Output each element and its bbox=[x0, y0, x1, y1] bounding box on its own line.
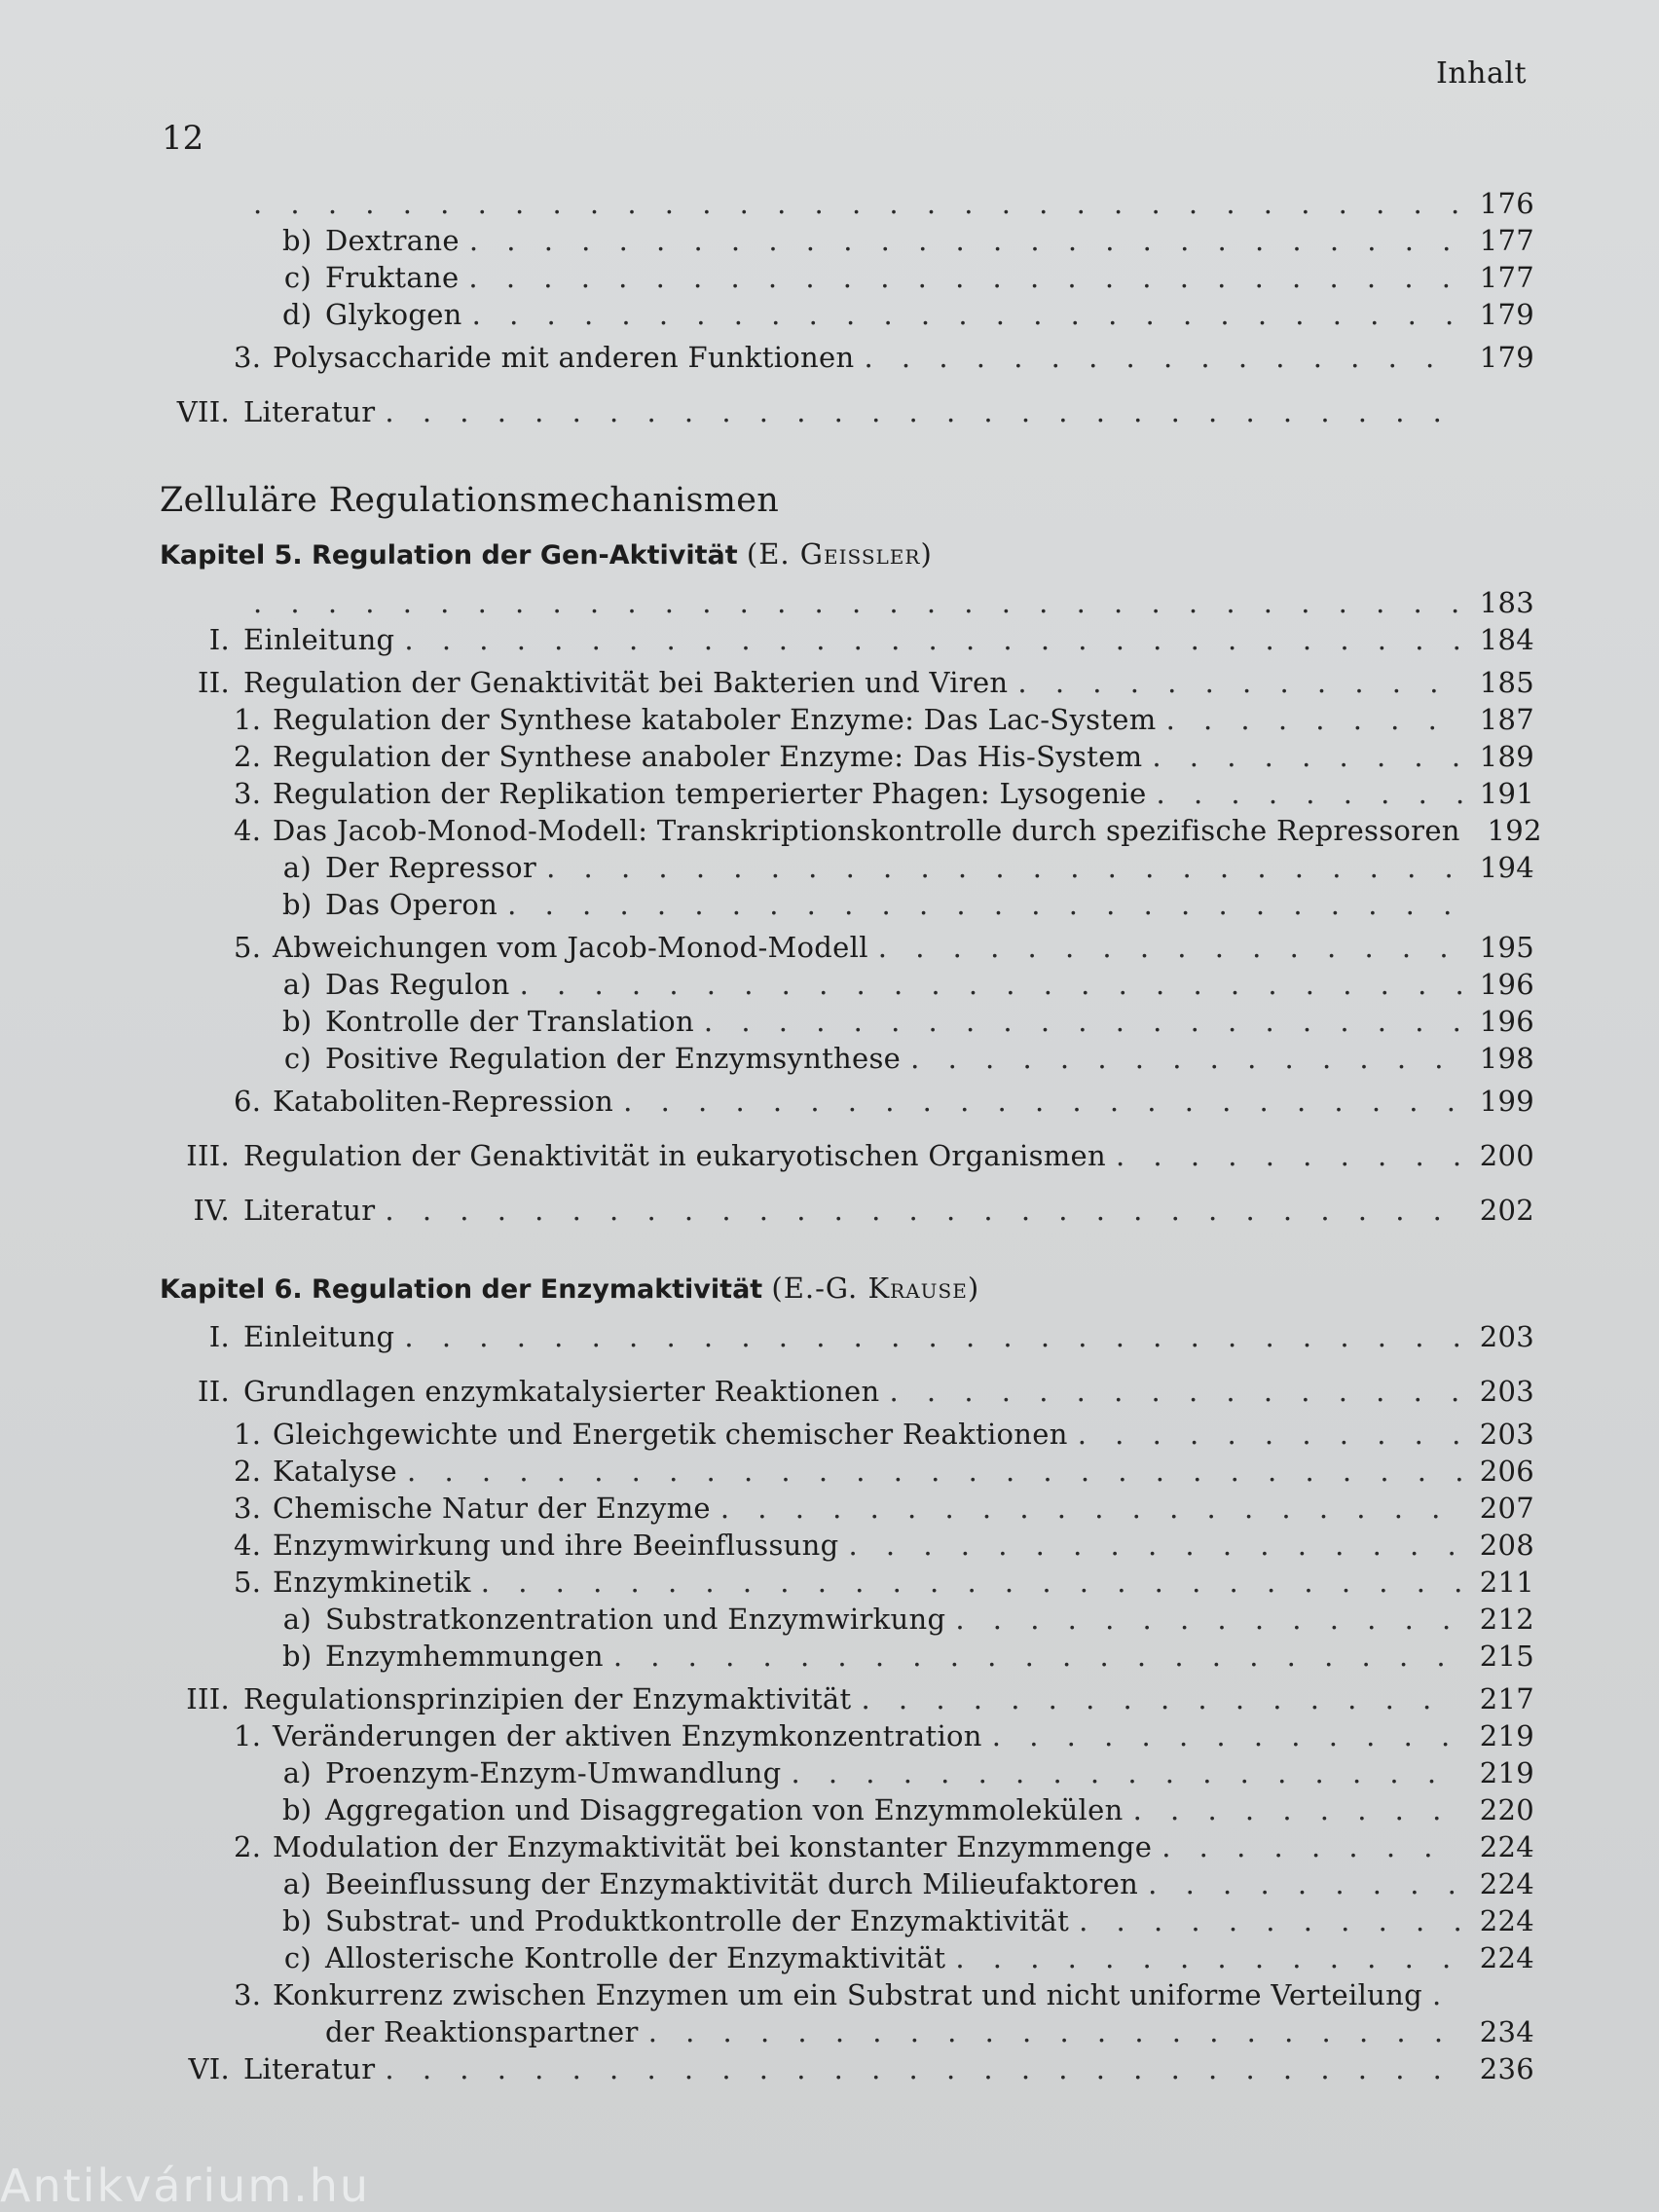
toc-entry bbox=[146, 1902, 1534, 1939]
toc-page: 196 bbox=[1479, 1005, 1534, 1038]
toc-entry bbox=[146, 1564, 1534, 1601]
toc-number: III. bbox=[186, 1682, 230, 1715]
toc-number: 3. bbox=[234, 341, 262, 374]
running-head: Inhalt bbox=[1435, 56, 1527, 91]
section-heading: Zelluläre Regulationsmechanismen bbox=[160, 481, 780, 520]
toc-entry bbox=[146, 966, 1534, 1003]
toc-title: Das Jacob-Monod-Modell: Transkriptionskontrolle durch spezifische Repressoren bbox=[273, 814, 1460, 847]
toc-number: 6. bbox=[234, 1085, 262, 1118]
chapter-author: (E.-G. Krause) bbox=[771, 1272, 980, 1305]
toc-title: Regulationsprinzipien der Enzymaktivität bbox=[243, 1682, 852, 1715]
toc-entry bbox=[146, 1754, 1534, 1791]
toc-number: c) bbox=[283, 1941, 312, 1974]
toc-title: Dextrane bbox=[325, 224, 460, 257]
toc-entry bbox=[146, 185, 1534, 222]
toc-entry bbox=[146, 222, 1534, 259]
watermark: Antikvárium.hu bbox=[0, 2159, 371, 2212]
toc-title: Das Operon bbox=[325, 888, 498, 921]
toc-number: a) bbox=[282, 1603, 312, 1636]
leader-dots bbox=[648, 2013, 1462, 2050]
toc-entry bbox=[146, 1601, 1534, 1638]
toc-number: 1. bbox=[234, 1418, 262, 1451]
leader-dots bbox=[889, 1373, 1462, 1410]
toc-title: Regulation der Genaktivität bei Bakterien und Viren bbox=[243, 666, 1009, 699]
toc-page: 196 bbox=[1479, 968, 1534, 1001]
toc-title: Einleitung bbox=[243, 623, 395, 656]
toc-number: I. bbox=[208, 1320, 230, 1353]
toc-number: VI. bbox=[188, 2052, 230, 2085]
toc-entry bbox=[146, 2050, 1534, 2087]
toc-page: 192 bbox=[1487, 814, 1542, 847]
toc-number: a) bbox=[282, 851, 312, 884]
toc-page: 177 bbox=[1479, 261, 1534, 294]
toc-number: 2. bbox=[234, 1455, 262, 1488]
leader-dots bbox=[955, 1939, 1462, 1976]
toc-entry bbox=[146, 1453, 1534, 1490]
toc-title: Regulation der Synthese kataboler Enzyme: Das Lac-System bbox=[273, 703, 1157, 736]
toc-entry bbox=[146, 1717, 1534, 1754]
toc-page: 220 bbox=[1479, 1793, 1534, 1826]
toc-page: 179 bbox=[1479, 341, 1534, 374]
toc-entry bbox=[146, 1939, 1534, 1976]
toc-number: 3. bbox=[234, 1492, 262, 1525]
leader-dots bbox=[1161, 1828, 1462, 1865]
toc-entry bbox=[146, 1083, 1534, 1120]
leader-dots bbox=[910, 1040, 1462, 1077]
toc-title: Modulation der Enzymaktivität bei konstanter Enzymmenge bbox=[273, 1830, 1153, 1863]
toc-number: b) bbox=[282, 1005, 313, 1038]
toc-page: 224 bbox=[1479, 1904, 1534, 1937]
toc-entry bbox=[146, 738, 1534, 775]
toc-title: Literatur bbox=[243, 1194, 376, 1227]
toc-title: Chemische Natur der Enzyme bbox=[273, 1492, 711, 1525]
toc-entry bbox=[146, 1373, 1534, 1410]
toc-page: 208 bbox=[1479, 1529, 1534, 1562]
leader-dots bbox=[253, 584, 1462, 621]
toc-number: a) bbox=[282, 968, 312, 1001]
leader-dots bbox=[1166, 701, 1462, 738]
toc-entry bbox=[146, 701, 1534, 738]
toc-title: Polysaccharide mit anderen Funktionen bbox=[273, 341, 855, 374]
leader-dots bbox=[1017, 664, 1462, 701]
toc-entry bbox=[146, 584, 1534, 621]
toc-page: 224 bbox=[1479, 1867, 1534, 1900]
leader-dots bbox=[955, 1601, 1462, 1638]
toc-entry bbox=[146, 621, 1534, 658]
toc-entry bbox=[146, 339, 1534, 376]
chapter-heading bbox=[160, 537, 1534, 571]
chapter-author: (E. Geissler) bbox=[746, 537, 933, 571]
toc-page: 224 bbox=[1479, 1830, 1534, 1863]
leader-dots bbox=[720, 1490, 1462, 1527]
toc-entry bbox=[146, 1318, 1534, 1355]
toc-entry bbox=[146, 849, 1534, 886]
leader-dots bbox=[878, 929, 1462, 966]
toc-title: Das Regulon bbox=[325, 968, 510, 1001]
toc-page: 191 bbox=[1479, 777, 1534, 810]
toc-title: Enzymwirkung und ihre Beeinflussung bbox=[273, 1529, 839, 1562]
toc-entry bbox=[146, 1976, 1534, 2013]
toc-title: Glykogen bbox=[325, 298, 462, 331]
toc-page: 179 bbox=[1479, 298, 1534, 331]
leader-dots bbox=[623, 1083, 1462, 1120]
toc-entry bbox=[146, 1416, 1534, 1453]
chapter-label: Kapitel 6. Regulation der Enzymaktivität bbox=[160, 1274, 763, 1305]
toc-title: Beeinflussung der Enzymaktivität durch Milieufaktoren bbox=[325, 1867, 1139, 1900]
toc-page: 219 bbox=[1479, 1719, 1534, 1752]
toc-entry bbox=[146, 1040, 1534, 1077]
toc-title: Allosterische Kontrolle der Enzymaktivität bbox=[325, 1941, 946, 1974]
toc-page: 184 bbox=[1479, 623, 1534, 656]
toc-entry bbox=[146, 1828, 1534, 1865]
toc-page: 206 bbox=[1479, 1455, 1534, 1488]
page-number: 12 bbox=[162, 119, 204, 158]
toc-number: III. bbox=[186, 1139, 230, 1172]
leader-dots bbox=[385, 2050, 1462, 2087]
toc-page: 211 bbox=[1479, 1566, 1534, 1599]
toc-number: 3. bbox=[234, 777, 262, 810]
leader-dots bbox=[520, 966, 1462, 1003]
toc-page: 189 bbox=[1479, 740, 1534, 773]
toc-page: 203 bbox=[1479, 1320, 1534, 1353]
leader-dots bbox=[507, 886, 1462, 923]
toc-entry bbox=[146, 1490, 1534, 1527]
toc-page: 219 bbox=[1479, 1756, 1534, 1789]
toc-number: 4. bbox=[234, 1529, 262, 1562]
leader-dots bbox=[481, 1564, 1462, 1601]
toc-title: Kontrolle der Translation bbox=[325, 1005, 694, 1038]
toc-number: b) bbox=[282, 1793, 313, 1826]
toc-entry bbox=[146, 2013, 1534, 2050]
toc-page: 215 bbox=[1479, 1640, 1534, 1673]
toc-entry bbox=[146, 259, 1534, 296]
toc-number: b) bbox=[282, 1640, 313, 1673]
toc-title: Enzymhemmungen bbox=[325, 1640, 604, 1673]
toc-page: 217 bbox=[1479, 1682, 1534, 1715]
toc-number: 1. bbox=[234, 703, 262, 736]
leader-dots bbox=[992, 1717, 1462, 1754]
table-of-contents bbox=[146, 185, 1542, 2087]
toc-entry bbox=[146, 1192, 1534, 1229]
toc-number: IV. bbox=[193, 1194, 230, 1227]
toc-number: 5. bbox=[234, 931, 262, 964]
toc-entry bbox=[146, 1865, 1534, 1902]
toc-entry bbox=[146, 1137, 1534, 1174]
leader-dots bbox=[1078, 1416, 1462, 1453]
toc-title: Katalyse bbox=[273, 1455, 398, 1488]
leader-dots bbox=[1148, 1865, 1462, 1902]
leader-dots bbox=[1116, 1137, 1462, 1174]
toc-number: 4. bbox=[234, 814, 262, 847]
toc-page: 203 bbox=[1479, 1375, 1534, 1408]
toc-title: Enzymkinetik bbox=[273, 1566, 471, 1599]
toc-number: 2. bbox=[234, 1830, 262, 1863]
toc-page: 185 bbox=[1479, 666, 1534, 699]
toc-page: 177 bbox=[1479, 224, 1534, 257]
leader-dots bbox=[546, 849, 1462, 886]
toc-entry bbox=[146, 1791, 1534, 1828]
toc-number: II. bbox=[197, 666, 230, 699]
toc-page: 198 bbox=[1479, 1042, 1534, 1075]
leader-dots bbox=[1079, 1902, 1462, 1939]
leader-dots bbox=[404, 621, 1462, 658]
toc-number: c) bbox=[283, 1042, 312, 1075]
toc-title: Proenzym-Enzym-Umwandlung bbox=[325, 1756, 782, 1789]
toc-page: 176 bbox=[1479, 187, 1534, 220]
toc-number: a) bbox=[282, 1756, 312, 1789]
leader-dots bbox=[848, 1527, 1462, 1564]
toc-entry bbox=[146, 296, 1534, 333]
toc-number: b) bbox=[282, 224, 313, 257]
toc-title: Grundlagen enzymkatalysierter Reaktionen bbox=[243, 1375, 880, 1408]
toc-entry bbox=[146, 1680, 1534, 1717]
toc-title: Fruktane bbox=[325, 261, 460, 294]
toc-page: 195 bbox=[1479, 931, 1534, 964]
chapter-label: Kapitel 5. Regulation der Gen-Aktivität bbox=[160, 540, 738, 571]
toc-page: 194 bbox=[1479, 851, 1534, 884]
toc-title: Substrat- und Produktkontrolle der Enzymaktivität bbox=[325, 1904, 1070, 1937]
leader-dots bbox=[1157, 775, 1462, 812]
toc-title: Gleichgewichte und Energetik chemischer Reaktionen bbox=[273, 1418, 1068, 1451]
toc-page: 202 bbox=[1479, 1194, 1534, 1227]
toc-title: der Reaktionspartner bbox=[325, 2015, 639, 2048]
toc-title: Positive Regulation der Enzymsynthese bbox=[325, 1042, 902, 1075]
toc-title: Kataboliten-Repression bbox=[273, 1085, 614, 1118]
toc-entry bbox=[146, 1003, 1534, 1040]
toc-title: Einleitung bbox=[243, 1320, 395, 1353]
toc-page: 224 bbox=[1479, 1941, 1534, 1974]
toc-title: Literatur bbox=[243, 2052, 376, 2085]
toc-number: b) bbox=[282, 1904, 313, 1937]
toc-title: Regulation der Synthese anaboler Enzyme: Das His-System bbox=[273, 740, 1143, 773]
toc-number: b) bbox=[282, 888, 313, 921]
toc-page: 183 bbox=[1479, 586, 1534, 619]
leader-dots bbox=[1133, 1791, 1462, 1828]
toc-title: Regulation der Replikation temperierter Phagen: Lysogenie bbox=[273, 777, 1147, 810]
toc-number: a) bbox=[282, 1867, 312, 1900]
toc-number: d) bbox=[282, 298, 313, 331]
leader-dots bbox=[1152, 738, 1462, 775]
toc-title: Abweichungen vom Jacob-Monod-Modell bbox=[273, 931, 868, 964]
toc-entry bbox=[146, 1527, 1534, 1564]
leader-dots bbox=[704, 1003, 1462, 1040]
toc-page: 199 bbox=[1479, 1085, 1534, 1118]
toc-page: 203 bbox=[1479, 1418, 1534, 1451]
toc-title: Literatur bbox=[243, 395, 376, 428]
toc-number: VII. bbox=[176, 395, 230, 428]
toc-page: 236 bbox=[1479, 2052, 1534, 2085]
toc-number: 3. bbox=[234, 1978, 262, 2011]
toc-page: 200 bbox=[1479, 1139, 1534, 1172]
leader-dots bbox=[1432, 1976, 1462, 2013]
toc-number: c) bbox=[283, 261, 312, 294]
chapter-heading bbox=[160, 1272, 1534, 1305]
toc-entry bbox=[146, 664, 1534, 701]
toc-page: 234 bbox=[1479, 2015, 1534, 2048]
toc-entry bbox=[146, 775, 1534, 812]
toc-number: 5. bbox=[234, 1566, 262, 1599]
toc-page: 187 bbox=[1479, 703, 1534, 736]
toc-number: 1. bbox=[234, 1719, 262, 1752]
toc-title: Substratkonzentration und Enzymwirkung bbox=[325, 1603, 946, 1636]
toc-title: Regulation der Genaktivität in eukaryotischen Organismen bbox=[243, 1139, 1106, 1172]
toc-entry bbox=[146, 1638, 1534, 1675]
toc-number: II. bbox=[197, 1375, 230, 1408]
toc-entry bbox=[146, 886, 1534, 923]
toc-entry bbox=[146, 393, 1534, 430]
toc-entry bbox=[146, 929, 1534, 966]
toc-title: Konkurrenz zwischen Enzymen um ein Substrat und nicht uniforme Verteilung bbox=[273, 1978, 1422, 2011]
toc-page: 207 bbox=[1479, 1492, 1534, 1525]
toc-title: Aggregation und Disaggregation von Enzymmolekülen bbox=[325, 1793, 1124, 1826]
toc-page: 212 bbox=[1479, 1603, 1534, 1636]
leader-dots bbox=[407, 1453, 1462, 1490]
leader-dots bbox=[385, 1192, 1462, 1229]
toc-title: Der Repressor bbox=[325, 851, 537, 884]
toc-number: 2. bbox=[234, 740, 262, 773]
toc-entry bbox=[146, 812, 1542, 849]
leader-dots bbox=[791, 1754, 1462, 1791]
toc-title: Veränderungen der aktiven Enzymkonzentration bbox=[273, 1719, 982, 1752]
leader-dots bbox=[861, 1680, 1462, 1717]
toc-number: I. bbox=[208, 623, 230, 656]
leader-dots bbox=[404, 1318, 1462, 1355]
leader-dots bbox=[613, 1638, 1462, 1675]
